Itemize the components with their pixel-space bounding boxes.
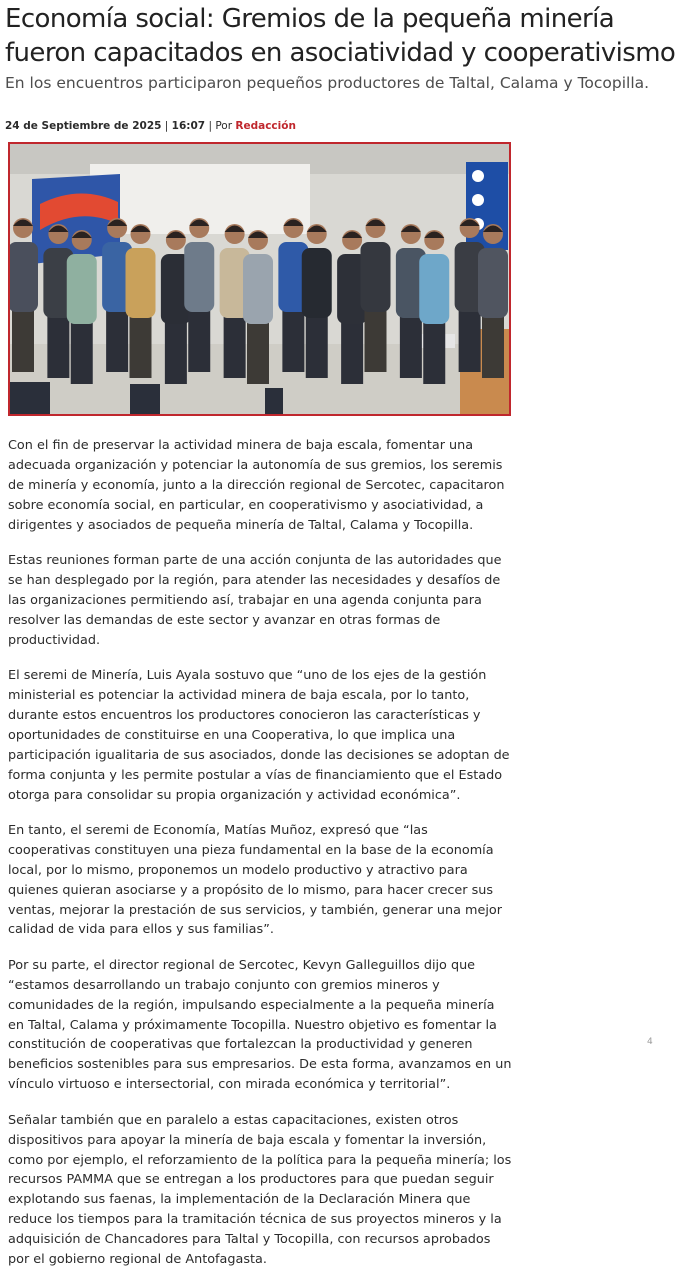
article-date: 24 de Septiembre de 2025: [5, 120, 162, 132]
article-meta: [5, 118, 296, 134]
body-paragraph: El seremi de Minería, Luis Ayala sostuvo que “uno de los ejes de la gestión ministerial es potenciar la actividad minera de baja escala, por lo tanto, durante estos encuentros los productores conocieron las características y oportunidades de constituirse en una Cooperativa, lo que implica una participación igualitaria de sus asociados, donde las decisiones se adoptan de forma conjunta y les permite postular a vías de financiamiento que el Estado otorga para consolidar su propia organización y actividad económica”.: [8, 668, 510, 803]
meta-separator: |: [164, 120, 169, 132]
body-paragraph: Con el fin de preservar la actividad minera de baja escala, fomentar una adecuada organización y potenciar la autonomía de sus gremios, los seremis de minería y economía, junto a la dirección regional de Sercotec, capacitaron sobre economía social, en particular, en cooperativismo y asociatividad, a dirigentes y asociados de pequeña minería de Taltal, Calama y Tocopilla.: [8, 438, 505, 533]
article-photo: [8, 142, 511, 416]
by-label: Por: [215, 120, 233, 132]
body-paragraph: En tanto, el seremi de Economía, Matías Muñoz, expresó que “las cooperativas constituyen una pieza fundamental en la base de la economía local, por lo mismo, proponemos un modelo productivo y atractivo para quienes quieran asociarse y a propósito de lo mismo, para hacer crecer sus ventas, mejorar la prestación de sus servicios, y también, generar una mejor calidad de vida para ellos y sus familias”.: [8, 822, 502, 938]
body-paragraph: Señalar también que en paralelo a estas capacitaciones, existen otros dispositivos para apoyar la minería de baja escala y fomentar la inversión, como por ejemplo, el reforzamiento de la política para la pequeña minería; los recursos PAMMA que se entregan a los productores para que puedan seguir explotando sus faenas, la implementación de la Declaración Minera que reduce los tiempos para la tramitación técnica de sus proyectos mineros y la adquisición de Chancadores para Taltal y Tocopilla, con recursos aprobados por el gobierno regional de Antofagasta.: [8, 1112, 512, 1268]
stray-mark: 4: [647, 1037, 653, 1047]
article-time: 16:07: [171, 120, 206, 132]
meta-separator: |: [208, 120, 212, 132]
author-link[interactable]: Redacción: [235, 120, 296, 132]
article-subtitle: En los encuentros participaron pequeños productores de Taltal, Calama y Tocopilla.: [5, 74, 650, 92]
body-paragraph: Por su parte, el director regional de Sercotec, Kevyn Galleguillos dijo que “estamos desarrollando un trabajo conjunto con gremios mineros y comunidades de la región, impulsando especialmente a la pequeña minería en Taltal, Calama y próximamente Tocopilla. Nuestro objetivo es fomentar la constitución de cooperativas que fortalezcan la productividad y generen beneficios sostenibles para sus empresarios. De esta forma, avanzamos en un vínculo virtuoso e intersectorial, con mirada económica y territorial”.: [8, 957, 512, 1093]
group-photo-image: [10, 144, 509, 414]
article-headline: Economía social: Gremios de la pequeña minería fueron capacitados en asociatividad y cooperativismo: [5, 4, 676, 68]
body-paragraph: Estas reuniones forman parte de una acción conjunta de las autoridades que se han desplegado por la región, para atender las necesidades y desafíos de las organizaciones permitiendo así, trabajar en una agenda conjunta para resolver las demandas de este sector y avanzar en otras formas de productividad.: [8, 553, 502, 648]
article-body: [8, 436, 514, 1285]
